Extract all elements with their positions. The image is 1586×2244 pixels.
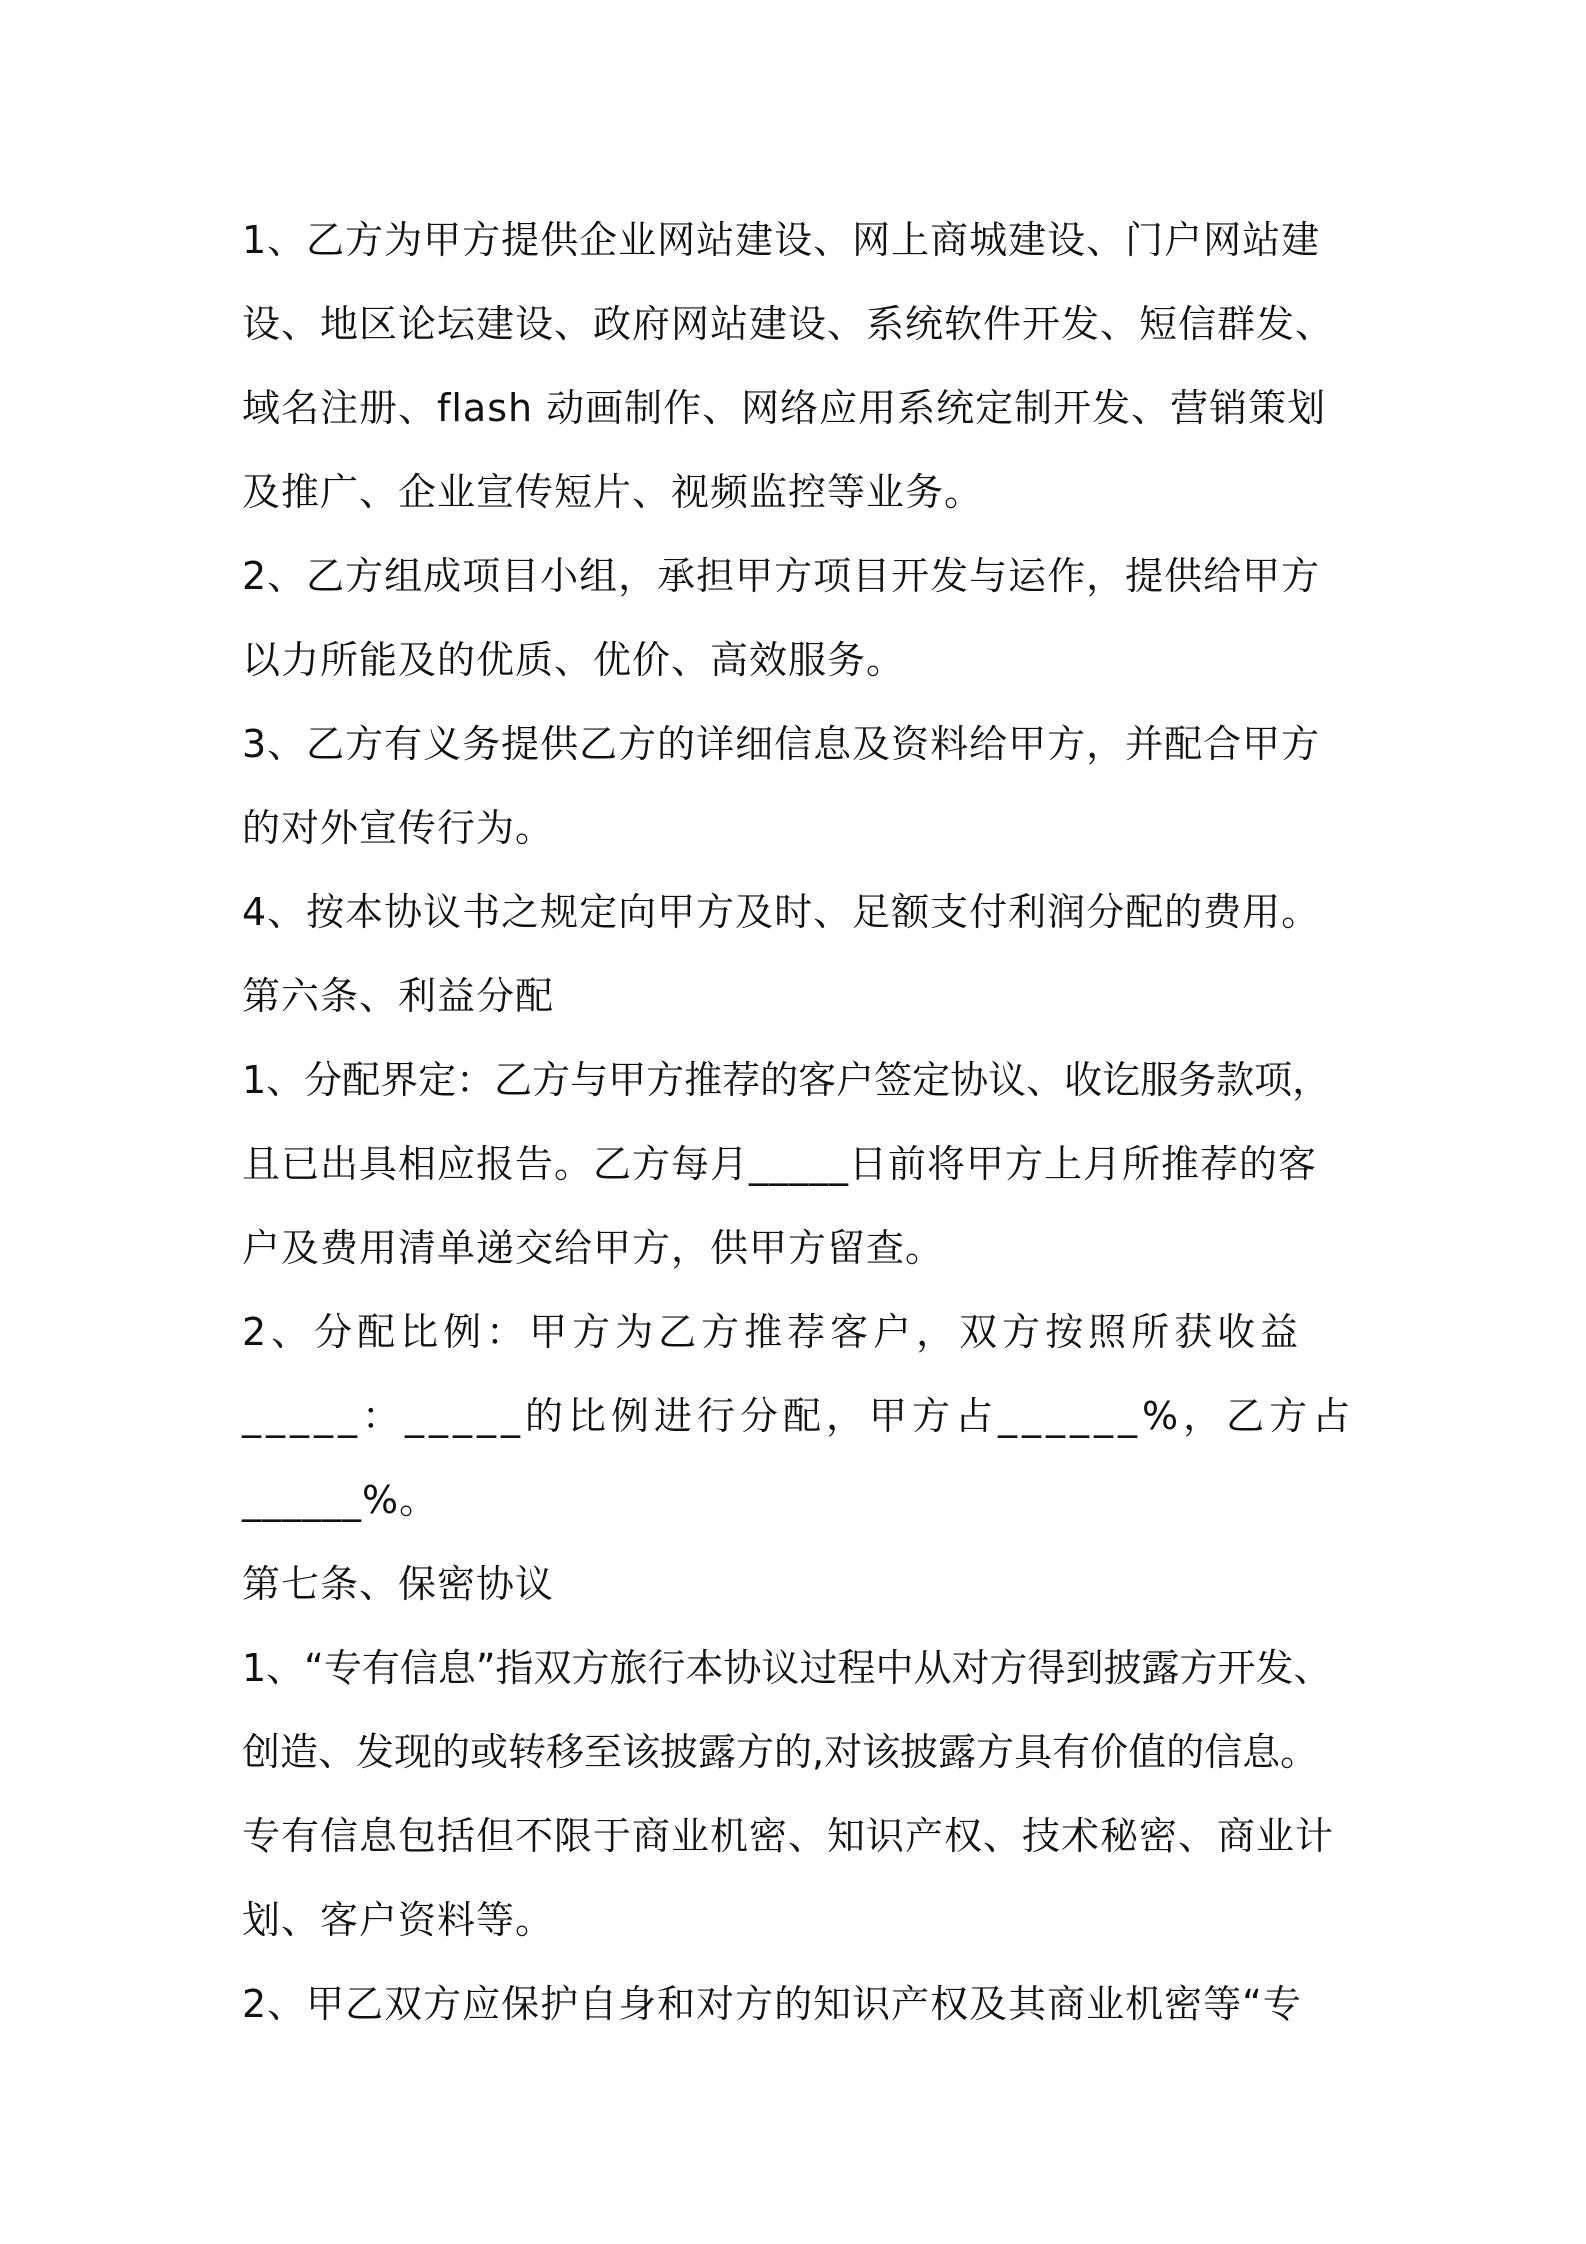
text-line: 4、按本协议书之规定向甲方及时、足额支付利润分配的费用。 bbox=[242, 890, 1321, 934]
text-line: 以力所能及的优质、优价、高效服务。 bbox=[242, 638, 906, 682]
document-body bbox=[242, 198, 1362, 2046]
section-heading: 第七条、保密协议 bbox=[242, 1562, 555, 1606]
text-line: _____：_____的比例进行分配，甲方占______%，乙方占 bbox=[242, 1394, 1356, 1438]
text-line: 户及费用清单递交给甲方，供甲方留查。 bbox=[242, 1226, 945, 1270]
text-line: 1、“专有信息”指双方旅行本协议过程中从对方得到披露方开发、 bbox=[242, 1646, 1332, 1690]
text-line: 2、甲乙双方应保护自身和对方的知识产权及其商业机密等“专 bbox=[242, 1982, 1302, 2026]
text-line: 域名注册、flash 动画制作、网络应用系统定制开发、营销策划 bbox=[242, 386, 1327, 430]
text-line: 创造、发现的或转移至该披露方的,对该披露方具有价值的信息。 bbox=[242, 1730, 1319, 1774]
section-heading: 第六条、利益分配 bbox=[242, 974, 555, 1018]
text-line: 的对外宣传行为。 bbox=[242, 806, 555, 850]
text-line: 划、客户资料等。 bbox=[242, 1898, 555, 1942]
text-line: 及推广、企业宣传短片、视频监控等业务。 bbox=[242, 470, 984, 514]
text-line: 设、地区论坛建设、政府网站建设、系统软件开发、短信群发、 bbox=[242, 302, 1335, 346]
text-line: 专有信息包括但不限于商业机密、知识产权、技术秘密、商业计 bbox=[242, 1814, 1335, 1858]
text-line: 2、分配比例：甲方为乙方推荐客户，双方按照所获收益 bbox=[242, 1310, 1304, 1354]
text-line: 1、分配界定：乙方与甲方推荐的客户签定协议、收讫服务款项， bbox=[242, 1058, 1331, 1102]
text-line: 1、乙方为甲方提供企业网站建设、网上商城建设、门户网站建 bbox=[242, 218, 1321, 262]
text-line: ______%。 bbox=[242, 1478, 439, 1522]
text-line: 2、乙方组成项目小组，承担甲方项目开发与运作，提供给甲方 bbox=[242, 554, 1321, 598]
text-line: 3、乙方有义务提供乙方的详细信息及资料给甲方，并配合甲方 bbox=[242, 722, 1321, 766]
text-line: 且已出具相应报告。乙方每月_____日前将甲方上月所推荐的客 bbox=[242, 1142, 1318, 1186]
